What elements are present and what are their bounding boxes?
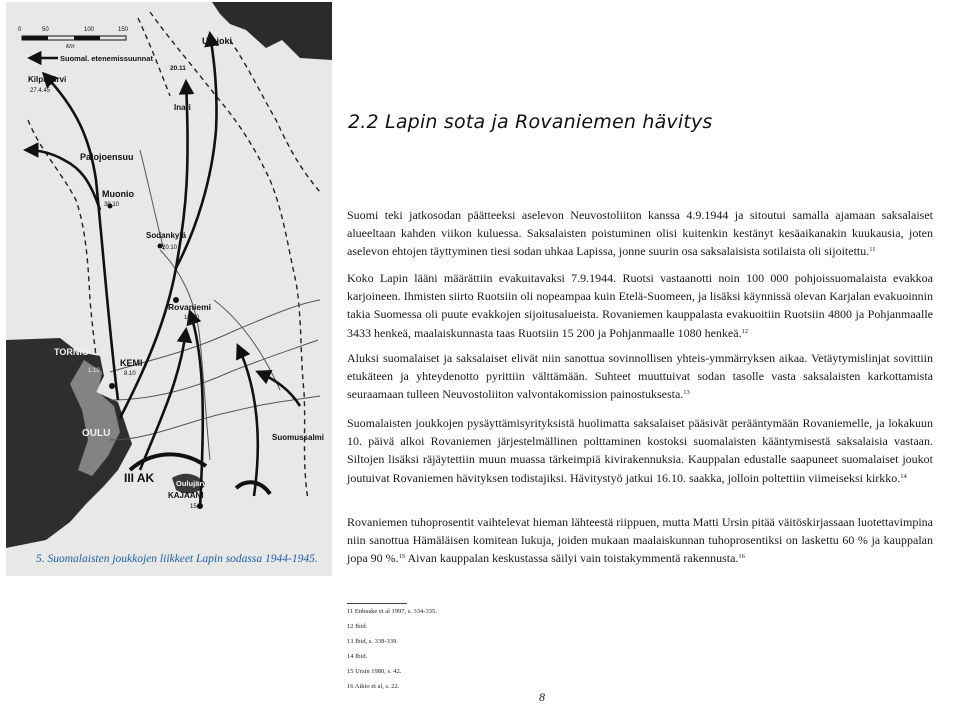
date-rovaniemi: 16.10 (184, 315, 200, 321)
label-iii-ak: III AK (124, 471, 155, 485)
label-kajaani: KAJAANI (168, 491, 204, 500)
scale-tick-50: 50 (42, 27, 49, 33)
scale-tick-100: 100 (84, 27, 95, 33)
footnote-14: 14 Ibid. (347, 653, 368, 660)
paragraph-4-text: Suomalaisten joukkojen pysäyttämisyrityksistä huolimatta saksalaiset pääsivät perääntymään Rovaniemelle, ja lokakuun 10. päivä alkoi Rovaniemen järjestelmällinen polttaminen kostoksi suomalaisten kääntymisestä saksalaisia vastaan. Siltojen lisäksi räjäytettiin muun muassa tärkeimpiä kivirakennuksia. Kauppalan edustalle saapuneet suomalaiset joukot joutuivat Rovaniemen hävityksen todistajiksi. Hävitystyö jatkui 16.10. saakka, jolloin poltettiin viimeiseksi kirkko. (347, 416, 933, 485)
label-inari: Inari (174, 103, 191, 112)
scale-unit: km (66, 43, 75, 50)
date-kemi: 8.10 (124, 371, 136, 377)
footnote-12: 12 Ibid. (347, 623, 368, 630)
date-kilpisjarvi: 27.4.45 (30, 88, 51, 94)
paragraph-5-text: Rovaniemen tuhoprosentit vaihtelevat hieman lähteestä riippuen, mutta Matti Ursin pitää väitöskirjassaan luotettavimpina niin sanottua Hämäläisen komitean lukuja, joiden mukaan maalaiskunnan tuhoprosentiksi on laskettu 60 % ja kauppalan jopa 90 %. (347, 515, 933, 566)
footnote-15: 15 Ursin 1980, s. 42. (347, 668, 402, 675)
date-sodankyla: 20.10 (162, 245, 178, 251)
label-tornio: TORNIO (54, 347, 89, 357)
scale-tick-150: 150 (118, 27, 129, 33)
lapland-war-map (0, 0, 336, 578)
label-kilpisjarvi: Kilpisjärvi (28, 75, 67, 84)
label-sodankyla: Sodankylä (146, 231, 187, 240)
paragraph-1 (347, 206, 933, 261)
footnote-ref-16: 16 (738, 553, 745, 561)
footnote-13: 13 Ibid, s. 338-339. (347, 638, 398, 645)
paragraph-3-text: Aluksi suomalaiset ja saksalaiset elivät niin sanottua sovinnollisen yhteis-ymmärryksen aikaa. Vetäytymislinjat sovittiin etukäteen ja yhteydenotto pyrittiin välttämään. Suhteet muuttuivat sodan tasolle vasta saksalaisten karkottamista seuraamaan tulleen Neuvostoliiton valvontakomission painostuksesta. (347, 351, 933, 402)
label-kemi: KEMI (120, 358, 143, 368)
paragraph-3 (347, 349, 933, 404)
label-rovaniemi: Rovaniemi (168, 302, 211, 312)
scale-tick-0: 0 (18, 27, 22, 33)
label-oulujarvi: Oulujärvi (176, 479, 209, 488)
paragraph-2 (347, 269, 933, 342)
label-palojoensuu: Palojoensuu (80, 152, 134, 162)
footnote-ref-14: 14 (900, 472, 907, 480)
date-tornio: 1.10 (88, 368, 100, 374)
footnote-ref-11: 11 (869, 246, 876, 254)
paragraph-5 (347, 513, 933, 568)
legend-label: Suomal. etenemissuunnat (60, 54, 153, 63)
paragraph-1-text: Suomi teki jatkosodan päätteeksi aselevon Neuvostoliiton kanssa 4.9.1944 ja sitoutui samalla ajamaan saksalaiset alueeltaan kahden viikon kuluessa. Saksalaisten poistuminen olisi kuitenkin kestänyt kesäaikanakin kuukausia, joten aselevon ehtojen täyttyminen tiesi sodan uhkaa Lapissa, jonne suurin osa saksalaisista sotilaista oli sijoitettu. (347, 208, 933, 259)
footnote-ref-13: 13 (683, 389, 690, 397)
page-number: 8 (539, 690, 545, 704)
section-title: 2.2 Lapin sota ja Rovaniemen hävitys (348, 111, 713, 133)
paragraph-4 (347, 414, 933, 487)
label-utsjoki: Utsjoki (202, 36, 233, 46)
figure-caption: 5. Suomalaisten joukkojen liikkeet Lapin sodassa 1944-1945. (36, 553, 318, 565)
footnote-16: 16 Aikio et al, s. 22. (347, 683, 400, 690)
paragraph-5-tail: Aivan kauppalan keskustassa säilyi vain toistakymmentä rakennusta. (405, 551, 739, 566)
date-muonio: 30.10 (104, 202, 120, 208)
date-inari-north: 20.11 (170, 65, 186, 72)
footnote-divider (347, 603, 407, 604)
footnote-ref-12: 12 (741, 327, 749, 335)
footnote-ref-15: 15 (398, 553, 406, 561)
date-kajaani: 15.9 (190, 504, 202, 510)
label-suomussalmi: Suomussalmi (272, 433, 325, 442)
footnote-11: 11 Enbuske et al 1997, s. 334-335. (347, 608, 437, 615)
label-oulu: OULU (82, 428, 111, 439)
label-muonio: Muonio (102, 189, 134, 199)
paragraph-2-text: Koko Lapin lääni määrättiin evakuitavaksi 7.9.1944. Ruotsi vastaanotti noin 100 000 pohjoissuomalaista evakkoa karjoineen. Ihmisten siirto Ruotsiin oli nopeampaa kuin Etelä-Suomeen, ja lisäksi käynnissä olevan Karjalan evakuoinnin takia Suomessa oli puute evakkojen sijoitusalueista. Rovaniemen kauppalasta evakuoitiin Ruotsiin 4800 ja Pohjanmaalle 3433 henkeä, maalaiskunnasta taas Ruotsiin 15 200 ja Pohjanmaalle 1080 henkeä. (347, 271, 933, 340)
